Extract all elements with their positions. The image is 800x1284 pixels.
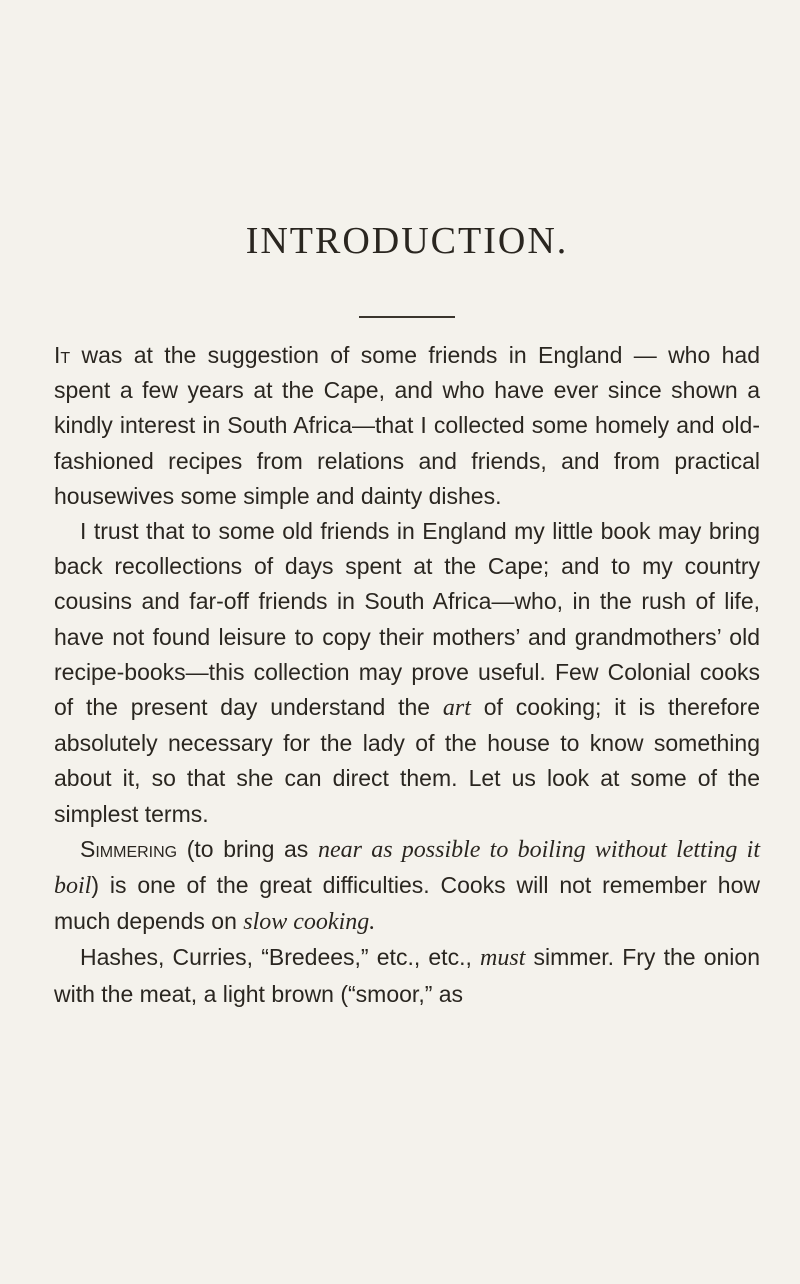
- paragraph-2: [54, 514, 760, 832]
- title-divider: [359, 316, 455, 318]
- paragraph-1: [54, 338, 760, 514]
- paragraph-4-emphasis: must: [480, 945, 526, 972]
- paragraph-3-emphasis-1: near as possible to boiling without letting it boil: [54, 836, 761, 900]
- paragraph-3: [54, 832, 760, 941]
- paragraph-4: [54, 940, 760, 1011]
- page-title: INTRODUCTION.: [245, 220, 569, 262]
- paragraph-1-lead: It: [54, 342, 71, 368]
- paragraph-3-lead: Simmering: [80, 835, 178, 862]
- paragraph-2-text-b: of cooking; it is therefore absolutely necessary for the lady of the house to know something about it, so that she can direct them. Let us look at some of the simplest terms.: [54, 694, 761, 827]
- paragraph-3-text-b: ) is one of the great difficulties. Cooks will not remember how much depends on: [54, 872, 760, 935]
- paragraph-4-text-b: simmer. Fry the onion with the meat, a light brown (“smoor,” as: [54, 944, 760, 1007]
- paragraph-2-text-a: I trust that to some old friends in England my little book may bring back recollections of days spent at the Cape; and to my country cousins and far-off friends in South Africa—who, in the rush of life, have not found leisure to copy their mothers’ and grandmothers’ old recipe-books—this collection may prove useful. Few Colonial cooks of the present day understand the: [54, 518, 760, 721]
- paragraph-4-text-a: Hashes, Curries, “Bredees,” etc., etc.,: [80, 944, 481, 971]
- paragraph-2-emphasis: art: [442, 695, 471, 722]
- paragraph-1-text: was at the suggestion of some friends in England — who had spent a few years at the Cape, and who have ever since shown a kindly interest in South Africa—that I collected some homely and old-fashioned recipes from relations and friends, and from practical housewives some simple and dainty dishes.: [54, 342, 760, 509]
- introduction-text: [54, 338, 760, 1012]
- paragraph-3-text-a: (to bring as: [177, 835, 318, 862]
- paragraph-3-emphasis-2: slow cooking.: [243, 909, 376, 936]
